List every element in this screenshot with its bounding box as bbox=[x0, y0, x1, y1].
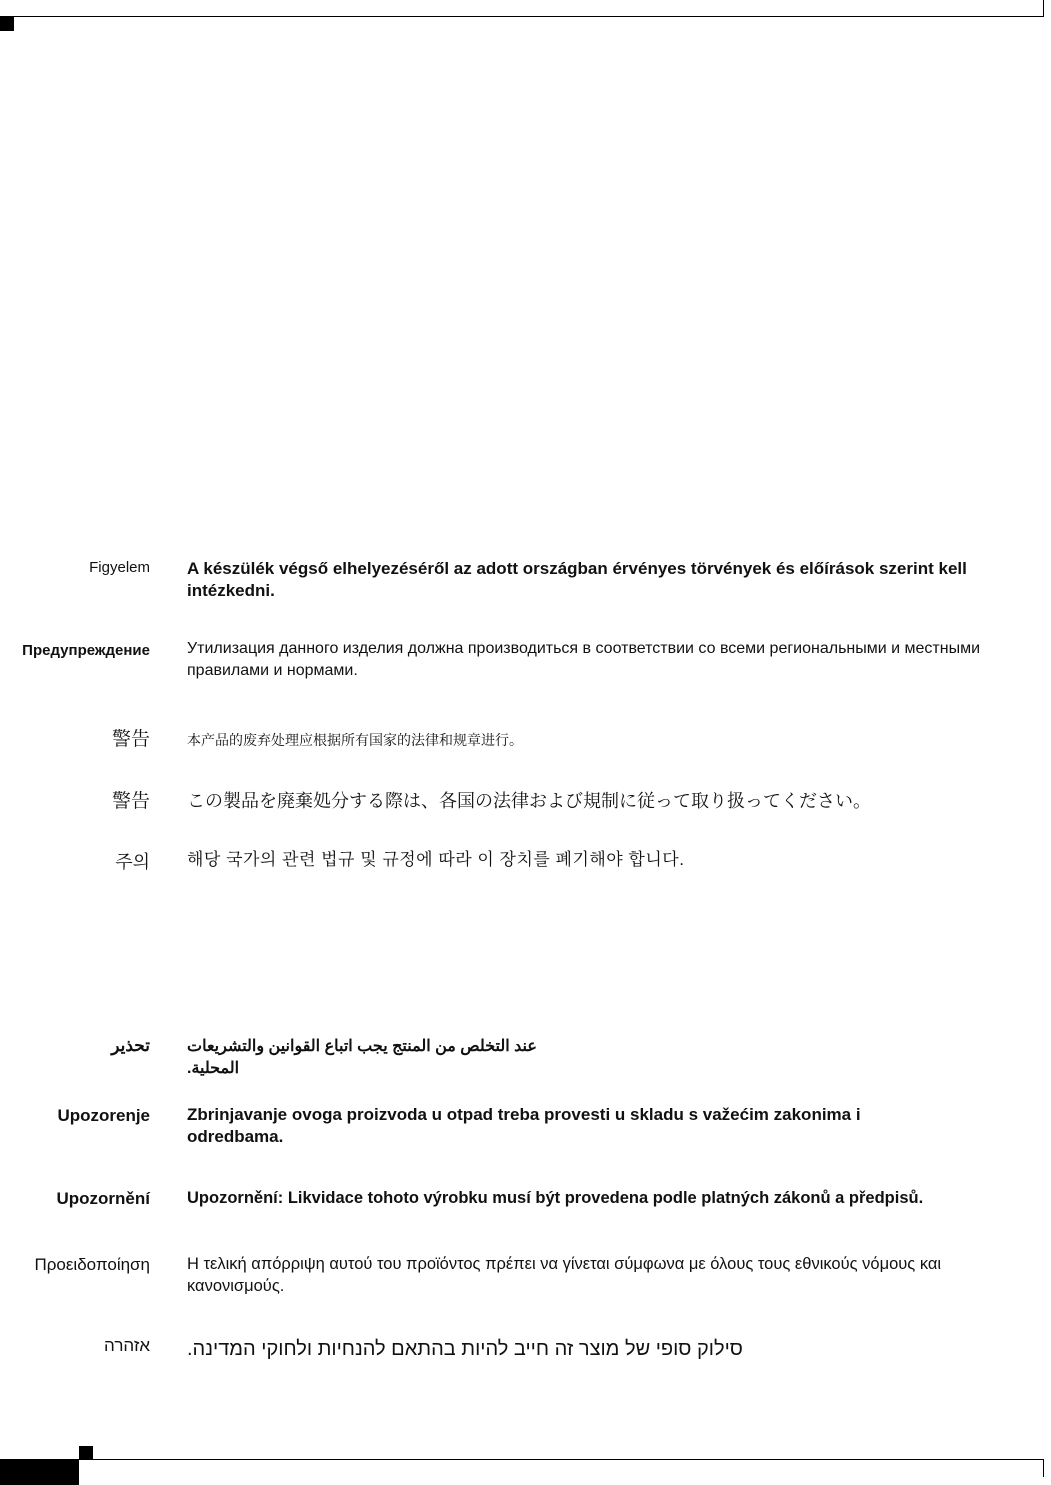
warning-text-russian: Утилизация данного изделия должна производиться в соответствии со всеми региональными и местными правилами и нормами. bbox=[187, 640, 981, 679]
warning-text-hungarian: A készülék végső elhelyezéséről az adott országban érvényes törvények és előírások szerint kell intézkedni. bbox=[187, 559, 967, 600]
top-left-marker bbox=[0, 17, 14, 31]
bottom-left-marker bbox=[79, 1446, 93, 1460]
bottom-rule bbox=[0, 1459, 1044, 1460]
warning-label-croatian: Upozorenje bbox=[57, 1106, 150, 1125]
warning-label-japanese: 警告 bbox=[111, 791, 150, 812]
warning-text-greek: Η τελική απόρριψη αυτού του προϊόντος πρέπει να γίνεται σύμφωνα με όλους τους εθνικούς νόμους και κανονισμούς. bbox=[187, 1255, 942, 1295]
top-right-tick bbox=[1043, 0, 1044, 17]
warning-text-croatian: Zbrinjavanje ovoga proizvoda u otpad treba provesti u skladu s važećim zakonima i odredbama. bbox=[187, 1105, 861, 1146]
warning-label-hebrew: אזהרה bbox=[104, 1336, 150, 1355]
warning-label-russian: Предупреждение bbox=[22, 642, 150, 659]
warning-text-japanese: この製品を廃棄処分する際は、各国の法律および規制に従って取り扱ってください。 bbox=[187, 791, 871, 811]
warning-label-chinese: 警告 bbox=[111, 729, 150, 750]
bottom-right-tick bbox=[1043, 1459, 1044, 1477]
warning-text-czech: Upozornění: Likvidace tohoto výrobku musí být provedena podle platných zákonů a předpisů. bbox=[187, 1189, 924, 1207]
warning-label-korean: 주의 bbox=[115, 852, 150, 872]
warning-label-hungarian: Figyelem bbox=[89, 559, 150, 576]
warning-label-greek: Προειδοποίηση bbox=[34, 1255, 150, 1274]
warning-text-korean: 해당 국가의 관련 법규 및 규정에 따라 이 장치를 폐기해야 합니다. bbox=[187, 850, 685, 869]
warning-label-czech: Upozornění bbox=[56, 1189, 150, 1208]
warning-text-chinese: 本产品的废弃处理应根据所有国家的法律和规章进行。 bbox=[187, 732, 523, 748]
warning-text-arabic: عند التخلص من المنتج يجب اتباع القوانين والتشريعات المحلية. bbox=[187, 1038, 537, 1077]
top-rule bbox=[0, 16, 1044, 17]
bottom-left-tab bbox=[0, 1460, 79, 1485]
warning-label-arabic: تحذير bbox=[111, 1036, 150, 1055]
warning-text-hebrew: סילוק סופי של מוצר זה חייב להיות בהתאם להנחיות ולחוקי המדינה. bbox=[187, 1338, 743, 1360]
